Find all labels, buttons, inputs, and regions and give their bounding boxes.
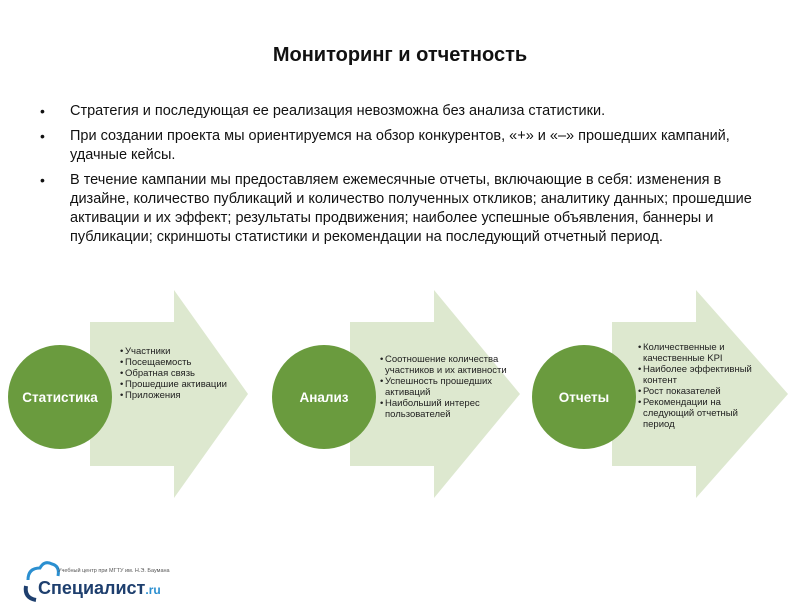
list-item: • Посещаемость (120, 357, 230, 368)
list-item: • Рекомендации на следующий отчетный период (638, 397, 758, 430)
stage-items (638, 342, 758, 430)
stage-circle: Статистика (8, 345, 112, 449)
stage-circle: Отчеты (532, 345, 636, 449)
list-item: • Количественные и качественные KPI (638, 342, 758, 364)
stage-circle: Анализ (272, 345, 376, 449)
brand-tld: .ru (145, 583, 161, 597)
list-item: • Наибольший интерес пользователей (380, 398, 518, 420)
page-title: Мониторинг и отчетность (272, 44, 528, 66)
list-item: • Приложения (120, 390, 230, 401)
stage-items (120, 346, 230, 401)
stage-reports (530, 290, 792, 510)
stage-items (380, 354, 518, 420)
stage-statistics (8, 290, 258, 510)
list-item: • Прошедшие активации (120, 379, 230, 390)
list-item: • Соотношение количества участников и их активности (380, 354, 518, 376)
bullet-item: • При создании проекта мы ориентируемся на обзор конкурентов, «+» и «–» прошедших кампаний, удачные кейсы. (40, 127, 760, 165)
list-item: • Обратная связь (120, 368, 230, 379)
logo-subtitle: Учебный центр при МГТУ им. Н.Э. Баумана (58, 568, 170, 574)
bullet-list (40, 102, 760, 253)
footer-logo (22, 556, 222, 604)
list-item: • Наиболее эффективный контент (638, 364, 758, 386)
list-item: • Рост показателей (638, 386, 758, 397)
brand-main: Специалист (38, 578, 146, 598)
bullet-item: • В течение кампании мы предоставляем ежемесячные отчеты, включающие в себя: изменения в дизайне, количество публикаций и количество полученных откликов; аналитику данных; прошедшие активации и их эффект; результаты продвижения; наиболее успешные объявления, баннеры и публикации; скриншоты статистики и рекомендации на последующий отчетный период. (40, 171, 760, 247)
logo-brand (38, 578, 161, 599)
stage-analysis (268, 290, 526, 510)
bullet-item: • Стратегия и последующая ее реализация невозможна без анализа статистики. (40, 102, 760, 121)
list-item: • Участники (120, 346, 230, 357)
list-item: • Успешность прошедших активаций (380, 376, 518, 398)
